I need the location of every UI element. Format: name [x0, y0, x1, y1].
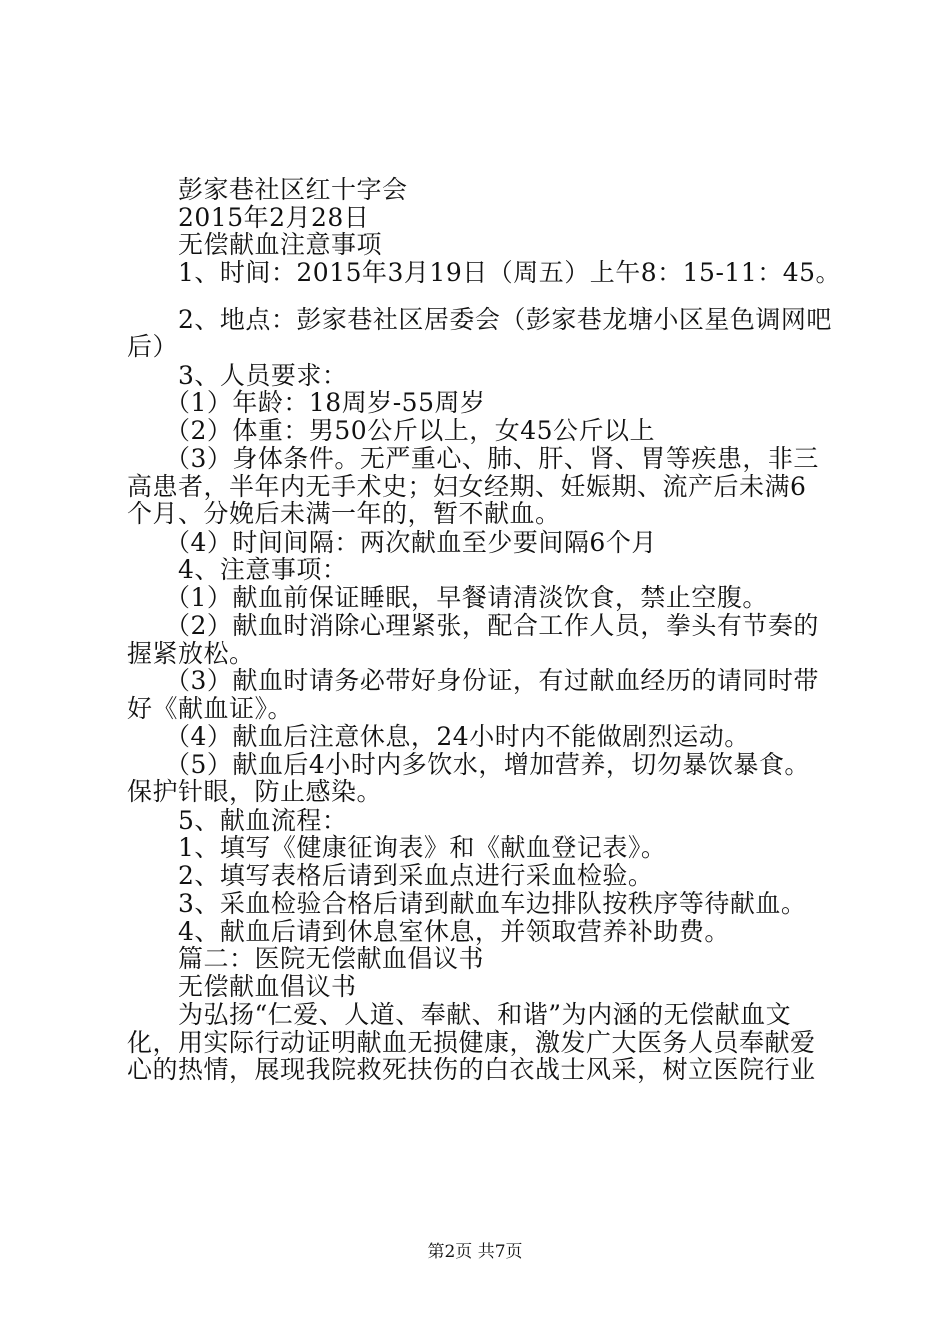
text-line: 3、采血检验合格后请到献血车边排队按秩序等待献血。	[178, 889, 807, 918]
text-line: 1、时间：2015年3月19日（周五）上午8：15-11：45。	[178, 258, 842, 287]
text-line: （3）献血时请务必带好身份证，有过献血经历的请同时带	[165, 666, 819, 695]
text-line: 1、填写《健康征询表》和《献血登记表》。	[178, 833, 667, 862]
text-line: （1）年龄：18周岁-55周岁	[165, 388, 486, 417]
text-line: 2、地点：彭家巷社区居委会（彭家巷龙塘小区星色调网吧	[178, 305, 832, 334]
text-line: 5、献血流程：	[178, 806, 348, 835]
text-line: 后）	[127, 332, 179, 361]
text-line: （2）献血时消除心理紧张，配合工作人员，拳头有节奏的	[165, 611, 819, 640]
text-line: 3、人员要求：	[178, 361, 348, 390]
text-line: 为弘扬“仁爱、人道、奉献、和谐”为内涵的无偿献血文	[178, 1000, 792, 1029]
text-line: （1）献血前保证睡眠，早餐请清淡饮食，禁止空腹。	[165, 583, 768, 612]
text-line: 化，用实际行动证明献血无损健康，激发广大医务人员奉献爱	[127, 1028, 816, 1057]
text-line: （4）时间间隔：两次献血至少要间隔6个月	[165, 528, 657, 557]
text-line: （3）身体条件。无严重心、肺、肝、肾、胃等疾患，非三	[165, 444, 819, 473]
text-line: 好《献血证》。	[127, 694, 294, 723]
text-line: 彭家巷社区红十字会	[178, 175, 408, 204]
text-line: 心的热情，展现我院救死扶伤的白衣战士风采，树立医院行业	[127, 1055, 816, 1084]
text-line: （4）献血后注意休息，24小时内不能做剧烈运动。	[165, 722, 750, 751]
text-line: 保护针眼，防止感染。	[127, 777, 383, 806]
text-line: 2015年2月28日	[178, 203, 370, 232]
page-footer: 第2页 共7页	[427, 1242, 523, 1262]
text-line: 无偿献血注意事项	[178, 230, 383, 259]
text-line: 篇二：医院无偿献血倡议书	[178, 944, 485, 973]
text-line: 握紧放松。	[127, 639, 255, 668]
text-line: 4、注意事项：	[178, 555, 348, 584]
text-line: （5）献血后4小时内多饮水，增加营养，切勿暴饮暴食。	[165, 750, 810, 779]
text-line: 高患者，半年内无手术史；妇女经期、妊娠期、流产后未满6	[127, 472, 807, 501]
text-line: （2）体重：男50公斤以上，女45公斤以上	[165, 416, 656, 445]
text-line: 无偿献血倡议书	[178, 972, 357, 1001]
text-line: 2、填写表格后请到采血点进行采血检验。	[178, 861, 654, 890]
text-line: 个月、分娩后未满一年的，暂不献血。	[127, 499, 561, 528]
text-line: 4、献血后请到休息室休息，并领取营养补助费。	[178, 917, 730, 946]
